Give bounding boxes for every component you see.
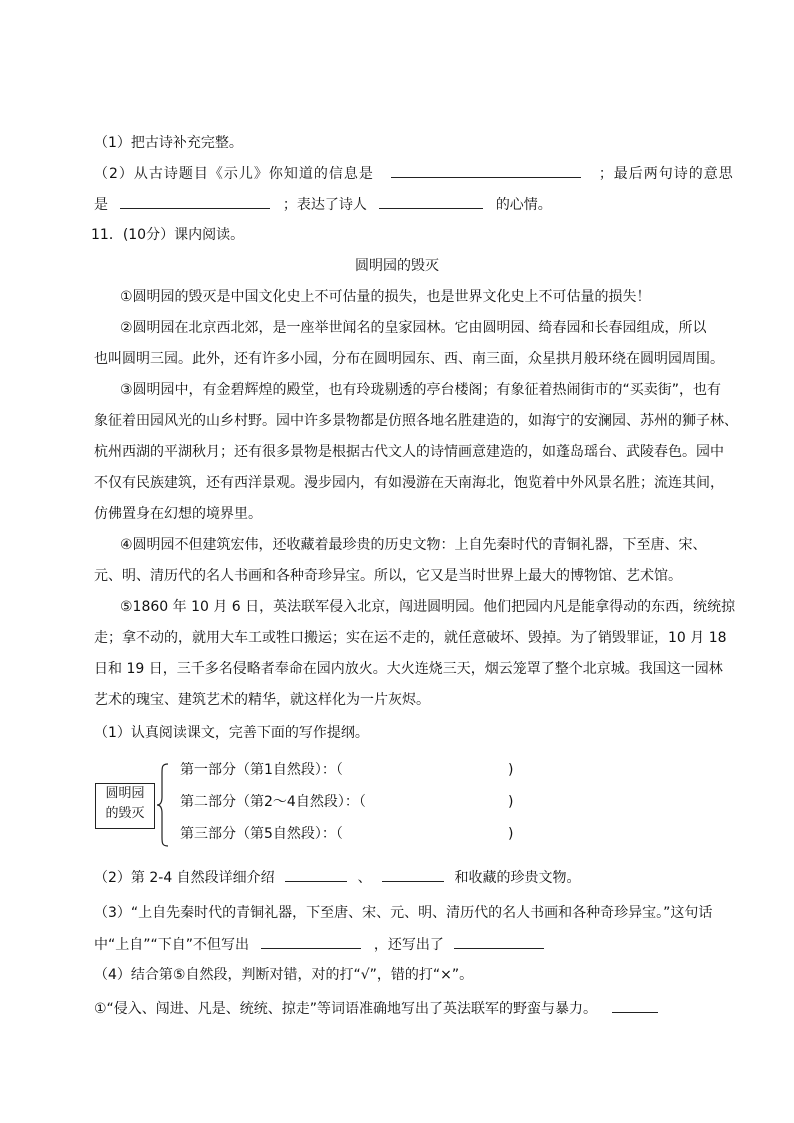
passage-p5-line1: ⑤1860 年 10 月 6 日，英法联军侵入北京，闯进圆明园。他们把园内凡是能拿得动的东西，统统掠	[120, 599, 736, 615]
answer-blank-sub3-2[interactable]	[454, 934, 544, 949]
q10-part2-text-e: 的心情。	[495, 197, 552, 213]
subq4-prompt: （4）结合第⑤自然段，判断对错，对的打“√”，错的打“×”。	[94, 967, 474, 983]
answer-blank-sub2-2[interactable]	[382, 867, 444, 882]
answer-blank-sub2-1[interactable]	[285, 867, 347, 882]
outline-part2-answer-space[interactable]	[376, 794, 502, 810]
q10-part2-line2	[94, 194, 552, 215]
answer-blank-sub3-1[interactable]	[261, 934, 361, 949]
passage-p4-line1: ④圆明园不但建筑宏伟，还收藏着最珍贵的历史文物：上自先秦时代的青铜礼器，下至唐、宋、	[120, 537, 707, 553]
passage-p1: ①圆明园的毁灭是中国文化史上不可估量的损失，也是世界文化史上不可估量的损失！	[120, 289, 651, 305]
q10-part2-line1	[94, 163, 734, 184]
passage-title: 圆明园的毁灭	[355, 258, 439, 274]
outline-part2	[180, 792, 366, 812]
outline-title-box	[95, 783, 155, 829]
outline-part3	[180, 824, 343, 844]
outline-part3-close: )	[508, 826, 514, 842]
passage-p5-line4: 艺术的瑰宝、建筑艺术的精华，就这样化为一片灰烬。	[94, 692, 430, 708]
outline-part1-close: )	[508, 762, 514, 778]
outline-part3-label: 第三部分（第5自然段）：（	[180, 826, 343, 842]
outline-part1	[180, 760, 343, 780]
brace-icon	[156, 763, 170, 847]
subq4-item1	[94, 998, 658, 1019]
passage-p2-line2: 也叫圆明三园。此外，还有许多小园，分布在圆明园东、西、南三面，众星拱月般环绕在圆明园周围。	[94, 351, 724, 367]
subq2-text-c: 和收藏的珍贵文物。	[454, 870, 581, 886]
outline-title-line1: 圆明园	[105, 786, 145, 801]
outline-part1-label: 第一部分（第1自然段）：（	[180, 762, 343, 778]
answer-blank-judge-1[interactable]	[612, 998, 658, 1013]
outline-part1-answer-space[interactable]	[352, 762, 502, 778]
passage-p3-line1: ③圆明园中，有金碧辉煌的殿堂，也有玲珑剔透的亭台楼阁；有象征着热闹街市的“买卖街”，也有	[120, 382, 722, 398]
subq2-text-b: 、	[357, 870, 372, 886]
subq4-item1-text: ①“侵入、闯进、凡是、统统、掠走”等词语准确地写出了英法联军的野蛮与暴力。	[94, 1001, 598, 1017]
outline-title-line2: 的毁灭	[105, 806, 145, 821]
subq3-line1: （3）“上自先秦时代的青铜礼器，下至唐、宋、元、明、清历代的名人书画和各种奇珍异宝。”这句话	[94, 905, 713, 921]
answer-blank-info[interactable]	[391, 163, 581, 178]
passage-p3-line2: 象征着田园风光的山乡村野。园中许多景物都是仿照各地名胜建造的，如海宁的安澜园、苏州的狮子林、	[94, 413, 738, 429]
subq3-text-b: ，还写出了	[373, 937, 444, 953]
q10-part2-text-a: （2）从古诗题目《示儿》你知道的信息是	[94, 166, 374, 182]
subq3-text-a: 中“上自”“下自”不但写出	[94, 937, 250, 953]
passage-p3-line4: 不仅有民族建筑，还有西洋景观。漫步园内，有如漫游在天南海北，饱览着中外风景名胜；流连其间，	[94, 475, 724, 491]
passage-p2-line1: ②圆明园在北京西北郊，是一座举世闻名的皇家园林。它由圆明园、绮春园和长春园组成，所以	[120, 320, 707, 336]
passage-p5-line2: 走；拿不动的，就用大车工或牲口搬运；实在运不走的，就任意破坏、毁掉。为了销毁罪证，10 月 18	[94, 630, 727, 646]
subq3-line2	[94, 934, 550, 955]
q10-part2-text-c: 是	[94, 197, 108, 213]
subq2-text-a: （2）第 2-4 自然段详细介绍	[94, 870, 275, 886]
outline-part2-close: )	[508, 794, 514, 810]
passage-p4-line2: 元、明、清历代的名人书画和各种奇珍异宝。所以，它又是当时世界上最大的博物馆、艺术馆。	[94, 568, 682, 584]
subq1-prompt: （1）认真阅读课文，完善下面的写作提纲。	[94, 725, 369, 741]
passage-p3-line5: 仿佛置身在幻想的境界里。	[94, 506, 262, 522]
q10-part2-text-b: ；最后两句诗的意思	[598, 166, 734, 182]
answer-blank-meaning[interactable]	[120, 194, 270, 209]
subq2-line	[94, 867, 581, 888]
q10-part1: （1）把古诗补充完整。	[94, 135, 243, 151]
outline-part3-answer-space[interactable]	[352, 826, 502, 842]
answer-blank-feeling[interactable]	[379, 194, 483, 209]
q11-heading: 11．(10分）课内阅读。	[91, 227, 245, 243]
outline-part2-label: 第二部分（第2～4自然段）：（	[180, 794, 366, 810]
passage-p3-line3: 杭州西湖的平湖秋月；还有很多景物是根据古代文人的诗情画意建造的，如蓬岛瑶台、武陵春色。园中	[94, 444, 724, 460]
passage-p5-line3: 日和 19 日，三千多名侵略者奉命在园内放火。大火连烧三天，烟云笼罩了整个北京城。我国这一园林	[94, 661, 723, 677]
q10-part2-text-d: ；表达了诗人	[282, 197, 367, 213]
